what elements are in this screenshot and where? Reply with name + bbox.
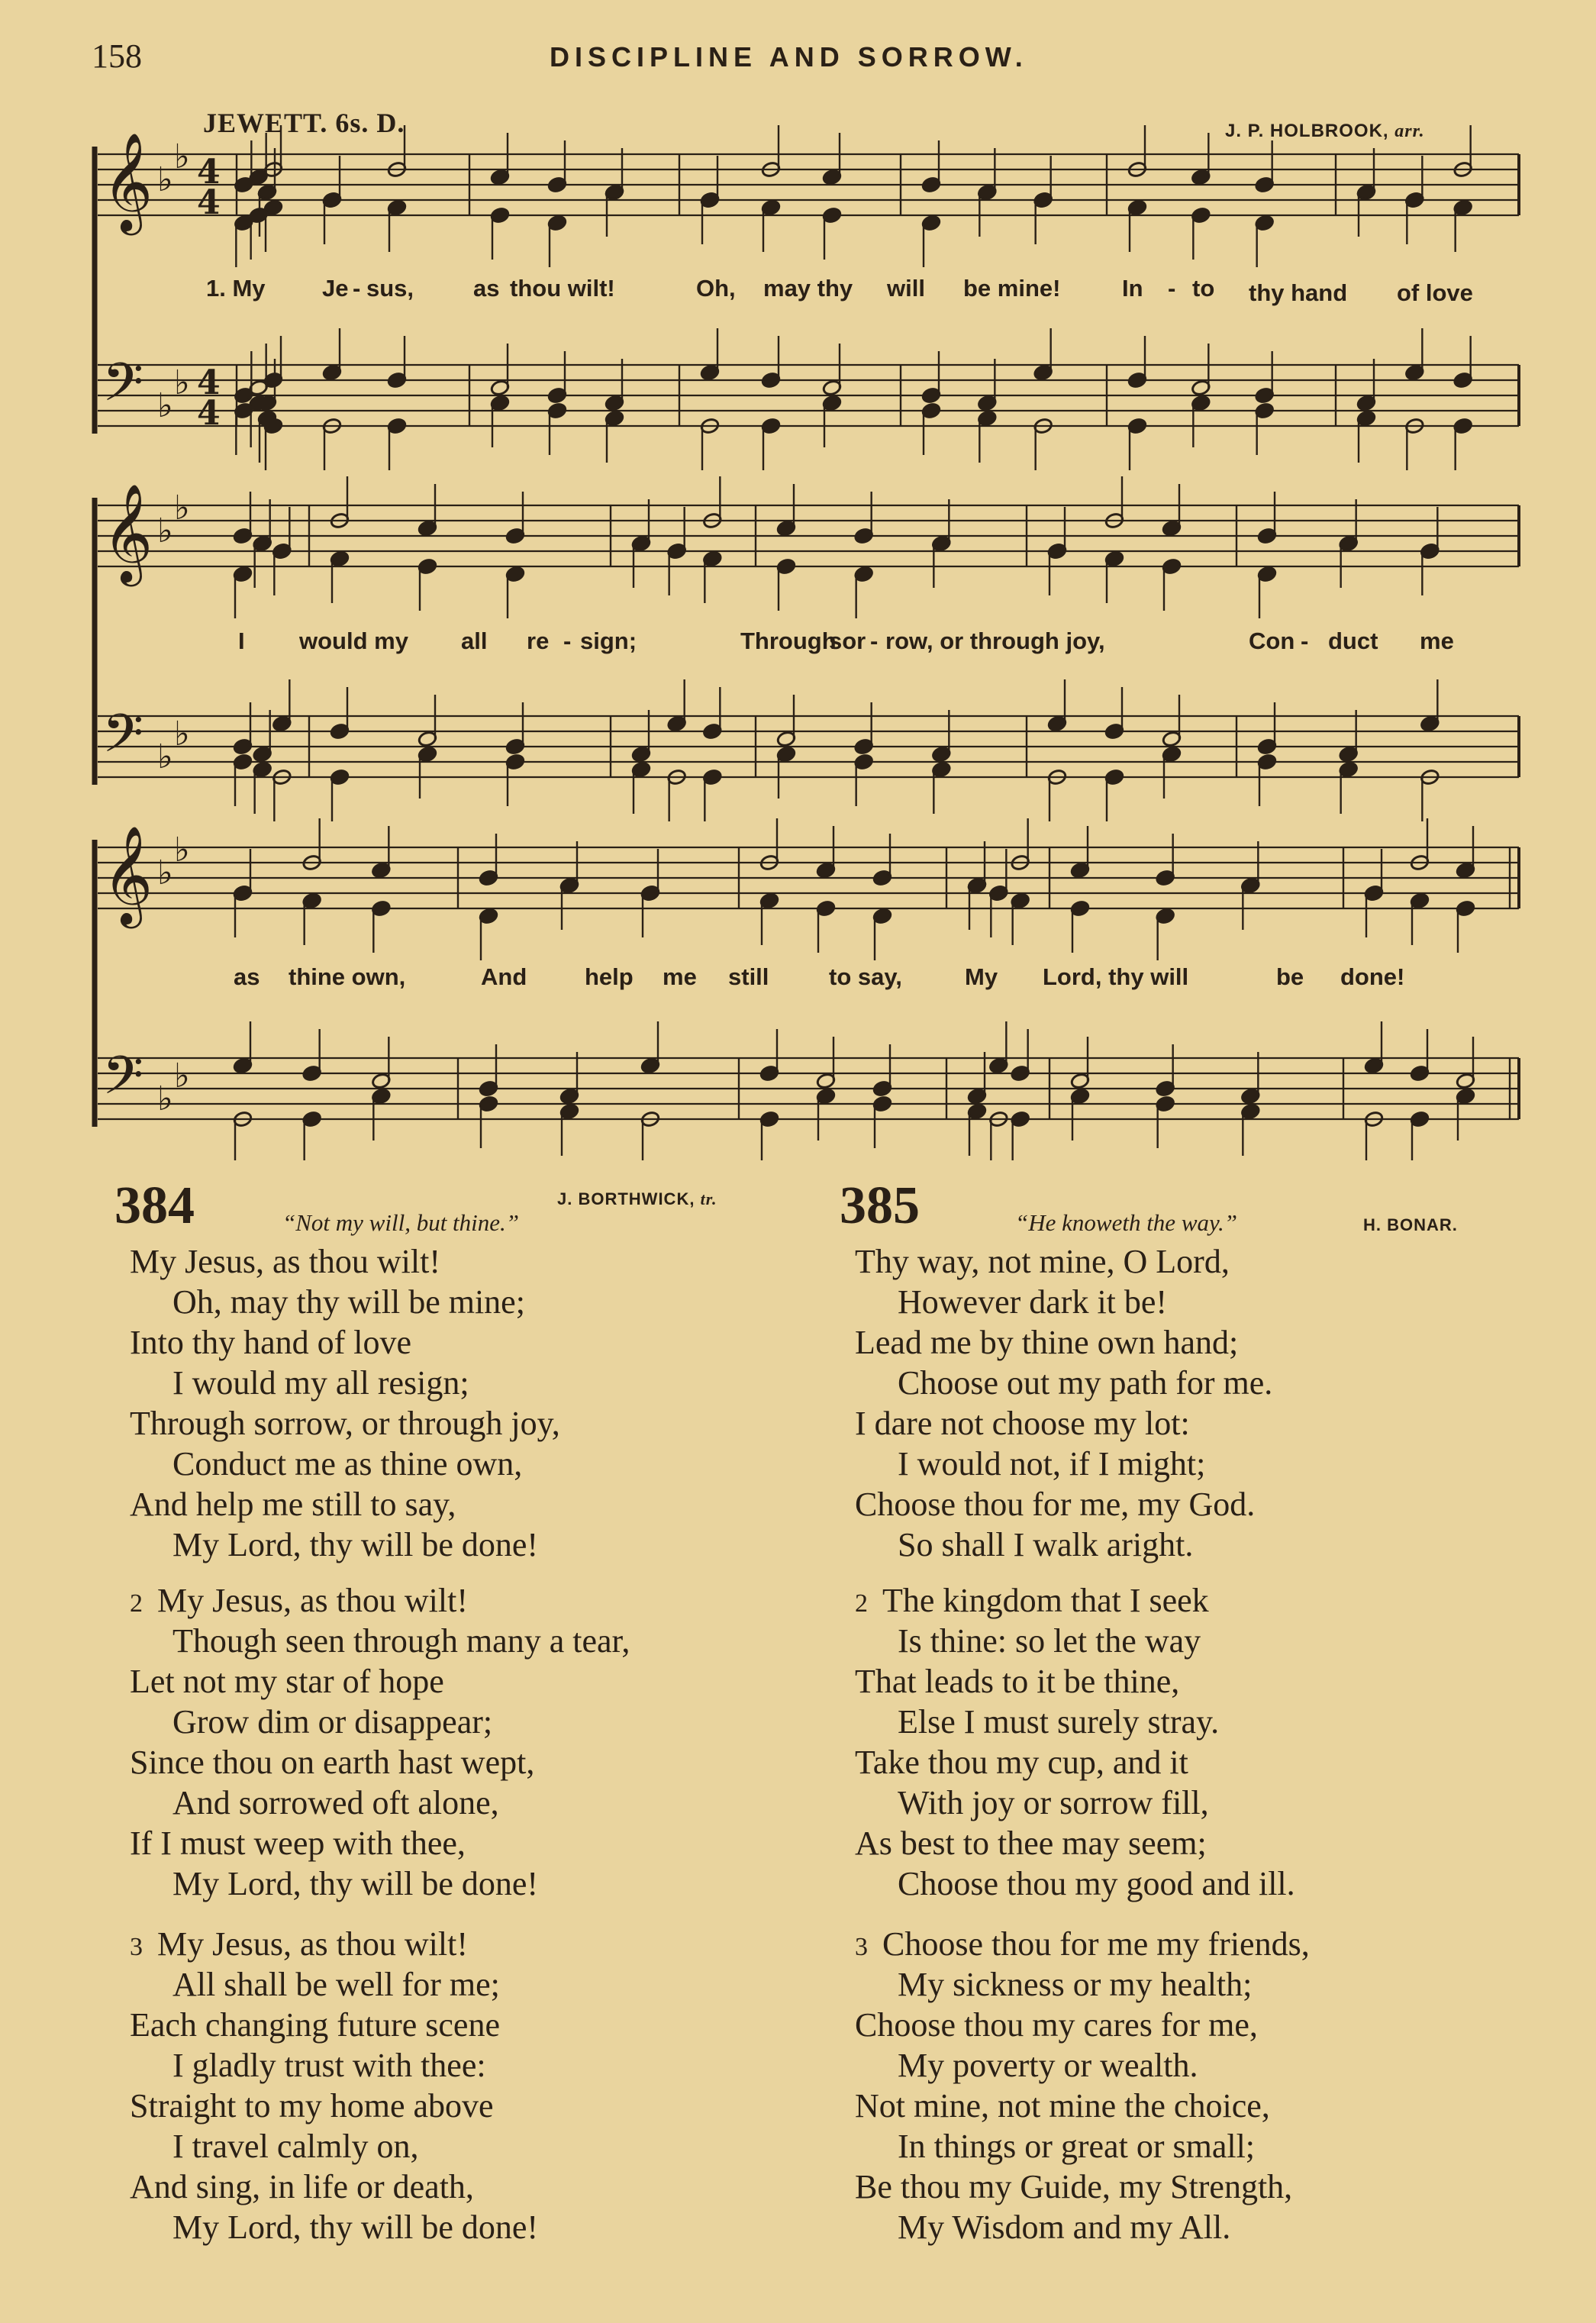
verse-line [855, 2005, 1527, 2045]
verse-line [130, 1484, 801, 1524]
verse-line-text: Else I must surely stray. [898, 1703, 1220, 1741]
lyric-syllable: Oh, [696, 275, 736, 302]
verse-line [130, 1322, 801, 1363]
flat-sign-icon: ♭ [174, 363, 190, 402]
treble-clef-icon: 𝄞 [102, 132, 153, 231]
bass-clef-icon: 𝄢 [102, 702, 144, 777]
time-signature-digit: 4 [197, 183, 221, 222]
verse-line [855, 1444, 1527, 1484]
lyric-syllable: My [965, 963, 998, 990]
verse-line-text: And sorrowed oft alone, [172, 1784, 499, 1821]
verse-line [855, 1322, 1527, 1363]
verse-line [855, 1403, 1527, 1444]
flat-sign-icon: ♭ [174, 137, 190, 176]
verse-line [130, 1863, 801, 1904]
flat-sign-icon: ♭ [157, 737, 173, 776]
verse-line-text: Conduct me as thine own, [172, 1445, 523, 1483]
stanza-2 [855, 1580, 1527, 1904]
lyric-syllable: me [1420, 628, 1454, 654]
stanza-3 [130, 1924, 801, 2247]
verse-line [855, 1241, 1527, 1282]
composer-role: arr. [1394, 121, 1425, 141]
bass-clef-icon: 𝄢 [102, 351, 144, 426]
verse-line [130, 2005, 801, 2045]
hymn-credit [557, 1189, 717, 1209]
flat-sign-icon: ♭ [174, 489, 190, 528]
lyric-syllable: thou wilt! [510, 275, 615, 302]
lyric-syllable: help [585, 963, 634, 990]
composer-name: J. P. HOLBROOK, [1225, 121, 1389, 141]
flat-sign-icon: ♭ [157, 853, 173, 892]
verse-line-text: Take thou my cup, and it [855, 1744, 1188, 1781]
lyric-syllable: to [1192, 275, 1215, 302]
lyric-syllable: Je [322, 275, 349, 302]
verse-line-text: If I must weep with thee, [130, 1825, 466, 1862]
lyric-syllable: - [563, 628, 572, 654]
verse-line-text: Is thine: so let the way [898, 1622, 1201, 1660]
verse-line [130, 1282, 801, 1322]
credit-name: J. BORTHWICK, [557, 1189, 695, 1208]
hymn-number: 385 [840, 1176, 920, 1235]
lyric-syllable: And [481, 963, 527, 990]
lyric-syllable: - [1168, 275, 1176, 302]
verse-line-text: Lead me by thine own hand; [855, 1324, 1239, 1361]
verse-line-text: Each changing future scene [130, 2006, 500, 2044]
verse-line [855, 2207, 1527, 2247]
lyric-syllable: as [473, 275, 500, 302]
lyric-syllable: still [728, 963, 769, 990]
verse-line-text: That leads to it be thine, [855, 1663, 1180, 1700]
verse-line-text: However dark it be! [898, 1283, 1168, 1321]
verse-line [855, 1524, 1527, 1565]
stanza-1 [855, 1241, 1527, 1565]
tune-name: JEWETT. 6s. D. [203, 108, 405, 138]
flat-sign-icon: ♭ [157, 511, 173, 550]
verse-line-text: As best to thee may seem; [855, 1825, 1207, 1862]
verse-line-text: All shall be well for me; [172, 1966, 500, 2003]
verse-line [130, 1524, 801, 1565]
verse-line-text: My poverty or wealth. [898, 2047, 1198, 2084]
verse-line [130, 1742, 801, 1783]
lyrics-line-3 [0, 963, 1596, 994]
section-title: DISCIPLINE AND SORROW. [550, 41, 1028, 73]
flat-sign-icon: ♭ [157, 1079, 173, 1118]
verse-line-text: My Lord, thy will be done! [172, 1526, 539, 1563]
stanza-3 [855, 1924, 1527, 2247]
verse-line [855, 1282, 1527, 1322]
verse-line-text: I would my all resign; [172, 1364, 469, 1402]
flat-sign-icon: ♭ [157, 386, 173, 425]
lyric-syllable: to say, [829, 963, 902, 990]
verse-line-text: With joy or sorrow fill, [898, 1784, 1209, 1821]
verse-line [855, 1484, 1527, 1524]
verse-line-text: Let not my star of hope [130, 1663, 444, 1700]
lyric-syllable: thy hand [1249, 279, 1348, 306]
hymn-subtitle: “Not my will, but thine.” [282, 1209, 520, 1236]
verse-line-text: I dare not choose my lot: [855, 1405, 1190, 1442]
verse-line-text: I travel calmly on, [172, 2128, 419, 2165]
verse-line [130, 1661, 801, 1702]
flat-sign-icon: ♭ [157, 160, 173, 199]
verse-line [130, 1621, 801, 1661]
verse-line [855, 1924, 1527, 1964]
verse-line [855, 1823, 1527, 1863]
verse-line-text: My Wisdom and my All. [898, 2208, 1231, 2246]
verse-line-text: My Lord, thy will be done! [172, 1865, 539, 1902]
verse-line-text: Choose thou for me, my God. [855, 1486, 1256, 1523]
lyric-syllable: - [1301, 628, 1309, 654]
lyric-syllable: would my [299, 628, 408, 654]
verse-line-text: Choose thou my cares for me, [855, 2006, 1258, 2044]
verse-line-text: Choose thou my good and ill. [898, 1865, 1295, 1902]
lyric-syllable: row, or through joy, [885, 628, 1105, 654]
verse-line-text: My Jesus, as thou wilt! [130, 1243, 440, 1280]
lyric-syllable: as [234, 963, 260, 990]
stanza-number: 3 [130, 1933, 143, 1961]
verse-line [130, 1924, 801, 1964]
verse-line [130, 1823, 801, 1863]
verse-line-text: And help me still to say, [130, 1486, 456, 1523]
flat-sign-icon: ♭ [174, 831, 190, 870]
lyric-syllable: re [527, 628, 550, 654]
verse-line [855, 2167, 1527, 2207]
lyric-syllable: sign; [580, 628, 637, 654]
verse-line [130, 1363, 801, 1403]
verse-line [130, 2045, 801, 2086]
verse-line [855, 1661, 1527, 1702]
verse-line [130, 1241, 801, 1282]
hymn-number: 384 [114, 1176, 195, 1235]
verse-line [130, 1783, 801, 1823]
lyric-syllable: will [887, 275, 925, 302]
lyric-syllable: 1. My [206, 275, 266, 302]
stanza-number: 2 [130, 1589, 143, 1618]
verse-line [855, 1621, 1527, 1661]
verse-line-text: So shall I walk aright. [898, 1526, 1194, 1563]
lyric-syllable: Lord, thy will [1043, 963, 1189, 990]
verse-line [855, 1702, 1527, 1742]
stanza-1 [130, 1241, 801, 1565]
verse-line-text: My sickness or my health; [898, 1966, 1253, 2003]
hymn-subtitle: “He knoweth the way.” [1015, 1209, 1238, 1236]
verse-line-text: My Jesus, as thou wilt! [157, 1582, 468, 1619]
hymn-credit: H. BONAR. [1363, 1215, 1458, 1234]
verse-line-text: Into thy hand of love [130, 1324, 412, 1361]
lyric-syllable: of love [1397, 279, 1473, 306]
lyric-syllable: sor [829, 628, 866, 654]
stanza-number: 3 [855, 1933, 868, 1961]
verse-line [130, 2207, 801, 2247]
verse-line [855, 1863, 1527, 1904]
credit-role: tr. [700, 1189, 717, 1208]
verse-line-text: My Jesus, as thou wilt! [157, 1925, 468, 1963]
lyric-syllable: - [353, 275, 361, 302]
lyrics-line-2 [0, 628, 1596, 658]
verse-line-text: Grow dim or disappear; [172, 1703, 493, 1741]
verse-line [130, 1403, 801, 1444]
verse-line [855, 1742, 1527, 1783]
lyric-syllable: duct [1328, 628, 1378, 654]
lyric-syllable: I [238, 628, 245, 654]
flat-sign-icon: ♭ [174, 715, 190, 753]
verse-line [855, 2126, 1527, 2167]
lyric-syllable: Through [740, 628, 837, 654]
verse-line [130, 1702, 801, 1742]
lyric-syllable: - [870, 628, 879, 654]
verse-line-text: Not mine, not mine the choice, [855, 2087, 1270, 2125]
verse-line [855, 2086, 1527, 2126]
verse-line [130, 1444, 801, 1484]
verse-line [855, 1964, 1527, 2005]
verse-line-text: I would not, if I might; [898, 1445, 1206, 1483]
verse-line-text: Since thou on earth hast wept, [130, 1744, 535, 1781]
treble-clef-icon: 𝄞 [102, 483, 153, 582]
lyric-syllable: be [1276, 963, 1304, 990]
bass-clef-icon: 𝄢 [102, 1044, 144, 1119]
verse-line-text: Be thou my Guide, my Strength, [855, 2168, 1293, 2205]
verse-line-text: Choose thou for me my friends, [882, 1925, 1310, 1963]
lyric-syllable: be mine! [963, 275, 1061, 302]
verse-line-text: I gladly trust with thee: [172, 2047, 486, 2084]
verse-line [130, 2167, 801, 2207]
verse-line-text: In things or great or small; [898, 2128, 1256, 2165]
verse-line [855, 1783, 1527, 1823]
verse-line [130, 2086, 801, 2126]
verse-line-text: Choose out my path for me. [898, 1364, 1273, 1402]
verse-line-text: My Lord, thy will be done! [172, 2208, 539, 2246]
lyric-syllable: In [1122, 275, 1143, 302]
verse-line-text: And sing, in life or death, [130, 2168, 474, 2205]
page-number: 158 [92, 37, 142, 75]
treble-clef-icon: 𝄞 [102, 825, 153, 924]
verse-line [855, 2045, 1527, 2086]
lyric-syllable: Con [1249, 628, 1295, 654]
verse-line [855, 1363, 1527, 1403]
lyric-syllable: thine own, [289, 963, 406, 990]
verse-line-text: Oh, may thy will be mine; [172, 1283, 525, 1321]
verse-line [130, 1580, 801, 1621]
lyric-syllable: sus, [366, 275, 414, 302]
verse-line-text: Thy way, not mine, O Lord, [855, 1243, 1230, 1280]
flat-sign-icon: ♭ [174, 1057, 190, 1095]
verse-line [130, 1964, 801, 2005]
lyric-syllable: me [663, 963, 697, 990]
lyric-syllable: all [461, 628, 488, 654]
verse-line [855, 1580, 1527, 1621]
stanza-number: 2 [855, 1589, 868, 1618]
stanza-2 [130, 1580, 801, 1904]
time-signature-digit: 4 [197, 363, 221, 402]
lyrics-line-1 [0, 275, 1596, 305]
time-signature-digit: 4 [197, 394, 221, 433]
lyric-syllable: done! [1340, 963, 1405, 990]
lyric-syllable: may thy [763, 275, 853, 302]
verse-line-text: The kingdom that I seek [882, 1582, 1209, 1619]
verse-line-text: Though seen through many a tear, [172, 1622, 630, 1660]
time-signature-digit: 4 [197, 153, 221, 192]
verse-line-text: Through sorrow, or through joy, [130, 1405, 560, 1442]
verse-line-text: Straight to my home above [130, 2087, 494, 2125]
verse-line [130, 2126, 801, 2167]
